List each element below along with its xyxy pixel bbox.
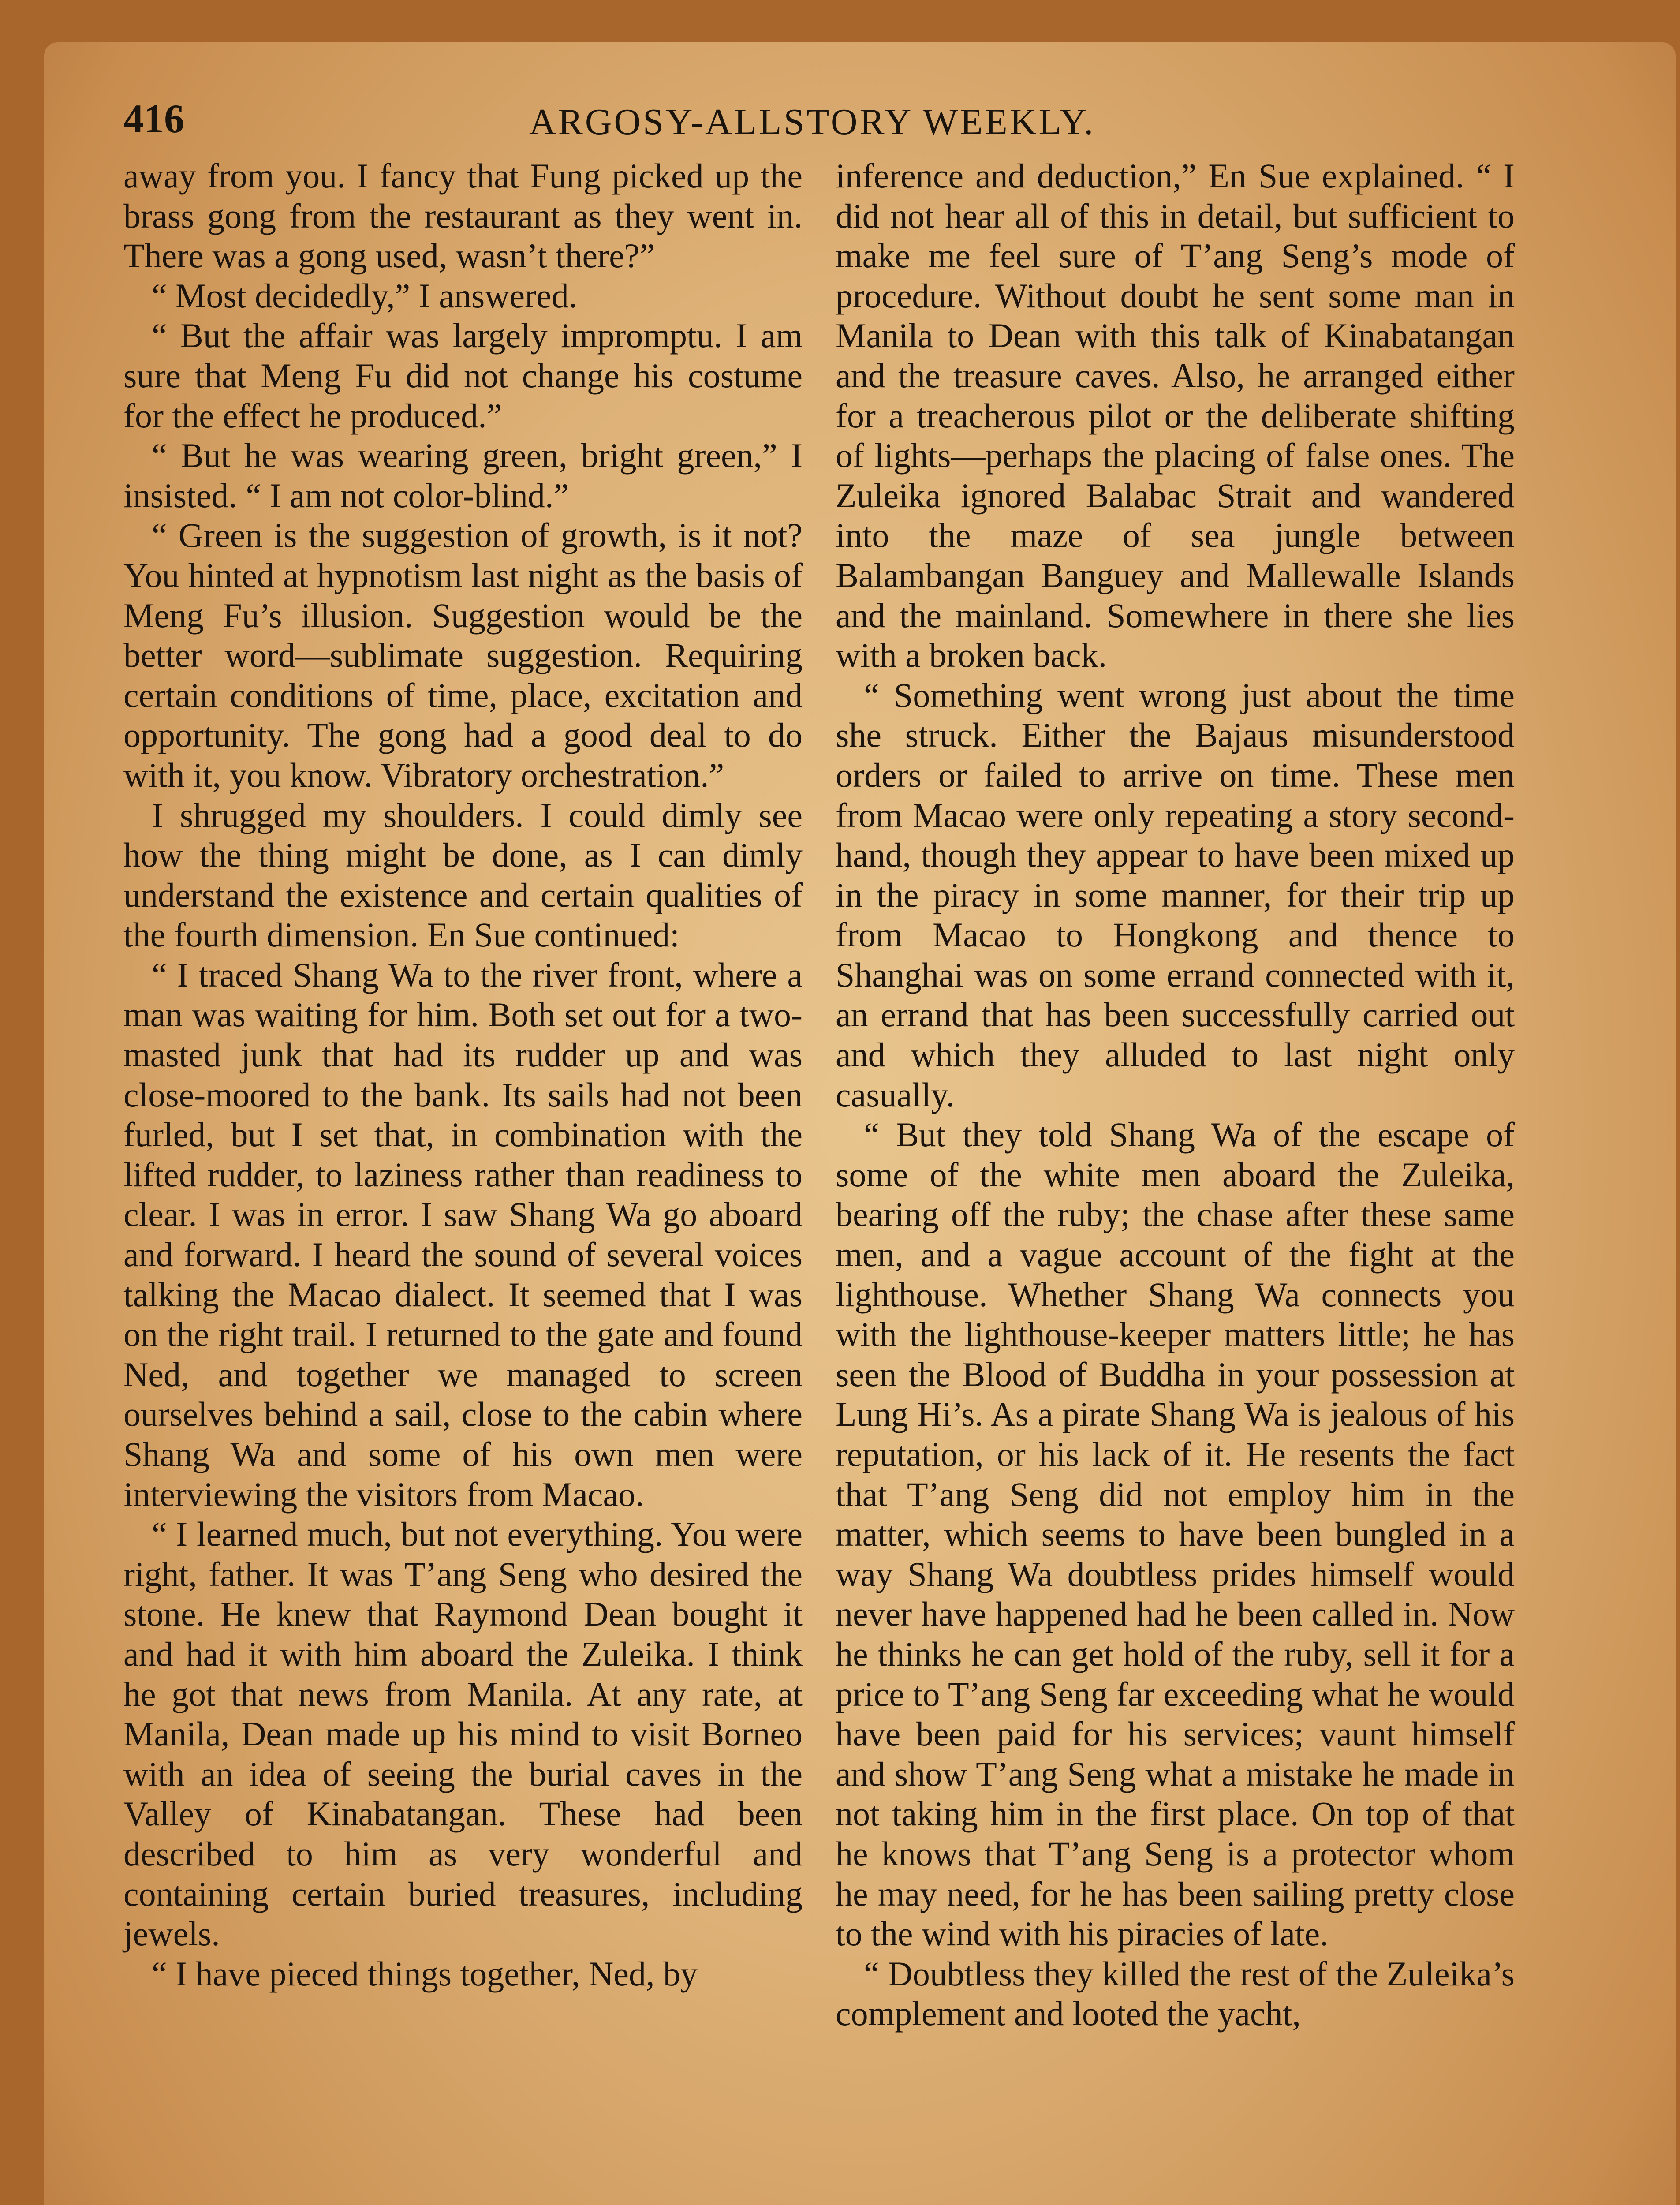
paragraph: inference and deduction,” En Sue explained. “ I did not hear all of this in detail, but sufficient to make me feel sure of T’ang Seng’s mode of procedure. Without doubt he sent some man in Manila to Dean with this talk of Kinabatangan and the treasure caves. Also, he arranged either for a treacherous pilot or the deliberate shifting of lights—perhaps the placing of false ones. The Zuleika ignored Balabac Strait and wandered into the maze of sea jungle between Balambangan Banguey and Mallewalle Islands and the mainland. Somewhere in there she lies with a broken back. <box>836 157 1515 675</box>
paragraph: “ Most decidedly,” I answered. <box>152 276 578 315</box>
paragraph: I shrugged my shoulders. I could dimly see how the thing might be done, as I can dimly understand the existence and certain qualities of the fourth dimension. En Sue continued: <box>123 796 803 954</box>
paragraph: “ I have pieced things together, Ned, by <box>152 1954 698 1993</box>
paragraph: “ But they told Shang Wa of the escape of some of the white men aboard the Zuleika, bearing off the ruby; the chase after these same men, and a vague account of the fight at the lighthouse. Whether Shang Wa connects you with the lighthouse-keeper matters little; he has seen the Blood of Buddha in your possession at Lung Hi’s. As a pirate Shang Wa is jealous of his reputation, or his lack of it. He resents the fact that T’ang Seng did not employ him in the matter, which seems to have been bungled in a way Shang Wa doubtless prides himself would never have happened had he been called in. Now he thinks he can get hold of the ruby, sell it for a price to T’ang Seng far exceeding what he would have been paid for his services; vaunt himself and show T’ang Seng what a mistake he made in not taking him in the first place. On top of that he knows that T’ang Seng is a protector whom he may need, for he has been sailing pretty close to the wind with his piracies of late. <box>836 1115 1515 1953</box>
running-title: ARGOSY-ALLSTORY WEEKLY. <box>529 101 1096 142</box>
paragraph: “ But the affair was largely impromptu. I am sure that Meng Fu did not change his costume for the effect he produced.” <box>123 316 803 435</box>
paragraph: “ I traced Shang Wa to the river front, where a man was waiting for him. Both set out for a two-masted junk that had its rudder up and was close-moored to the bank. Its sails had not been furled, but I set that, in combination with the lifted rudder, to laziness rather than readiness to clear. I was in error. I saw Shang Wa go aboard and forward. I heard the sound of several voices talking the Macao dialect. It seemed that I was on the right trail. I returned to the gate and found Ned, and together we managed to screen ourselves behind a sail, close to the cabin where Shang Wa and some of his own men were interviewing the visitors from Macao. <box>123 955 803 1514</box>
paragraph: “ Green is the suggestion of growth, is it not? You hinted at hypnotism last night as the basis of Meng Fu’s illusion. Suggestion would be the better word—sublimate suggestion. Requiring certain conditions of time, place, excitation and opportunity. The gong had a good deal to do with it, you know. Vibratory orchestration.” <box>123 516 803 794</box>
right-column <box>836 156 1515 2034</box>
paragraph: “ Doubtless they killed the rest of the Zuleika’s complement and looted the yacht, <box>836 1954 1515 2033</box>
left-column <box>123 156 803 1994</box>
page-header <box>44 95 1676 166</box>
paragraph: “ But he was wearing green, bright green,” I insisted. “ I am not color-blind.” <box>123 436 803 515</box>
paragraph: away from you. I fancy that Fung picked up the brass gong from the restaurant as they went in. There was a gong used, wasn’t there?” <box>123 157 803 275</box>
paragraph: “ I learned much, but not everything. You were right, father. It was T’ang Seng who desired the stone. He knew that Raymond Dean bought it and had it with him aboard the Zuleika. I think he got that news from Manila. At any rate, at Manila, Dean made up his mind to visit Borneo with an idea of seeing the burial caves in the Valley of Kinabatangan. These had been described to him as very wonderful and containing certain buried treasures, including jewels. <box>123 1515 803 1953</box>
magazine-page <box>44 42 1676 2205</box>
paragraph: “ Something went wrong just about the time she struck. Either the Bajaus misunderstood orders or failed to arrive on time. These men from Macao were only repeating a story second-hand, though they appear to have been mixed up in the piracy in some manner, for their trip up from Macao to Hongkong and thence to Shanghai was on some errand connected with it, an errand that has been successfully carried out and which they alluded to last night only casually. <box>836 676 1515 1114</box>
page-number: 416 <box>123 96 184 141</box>
